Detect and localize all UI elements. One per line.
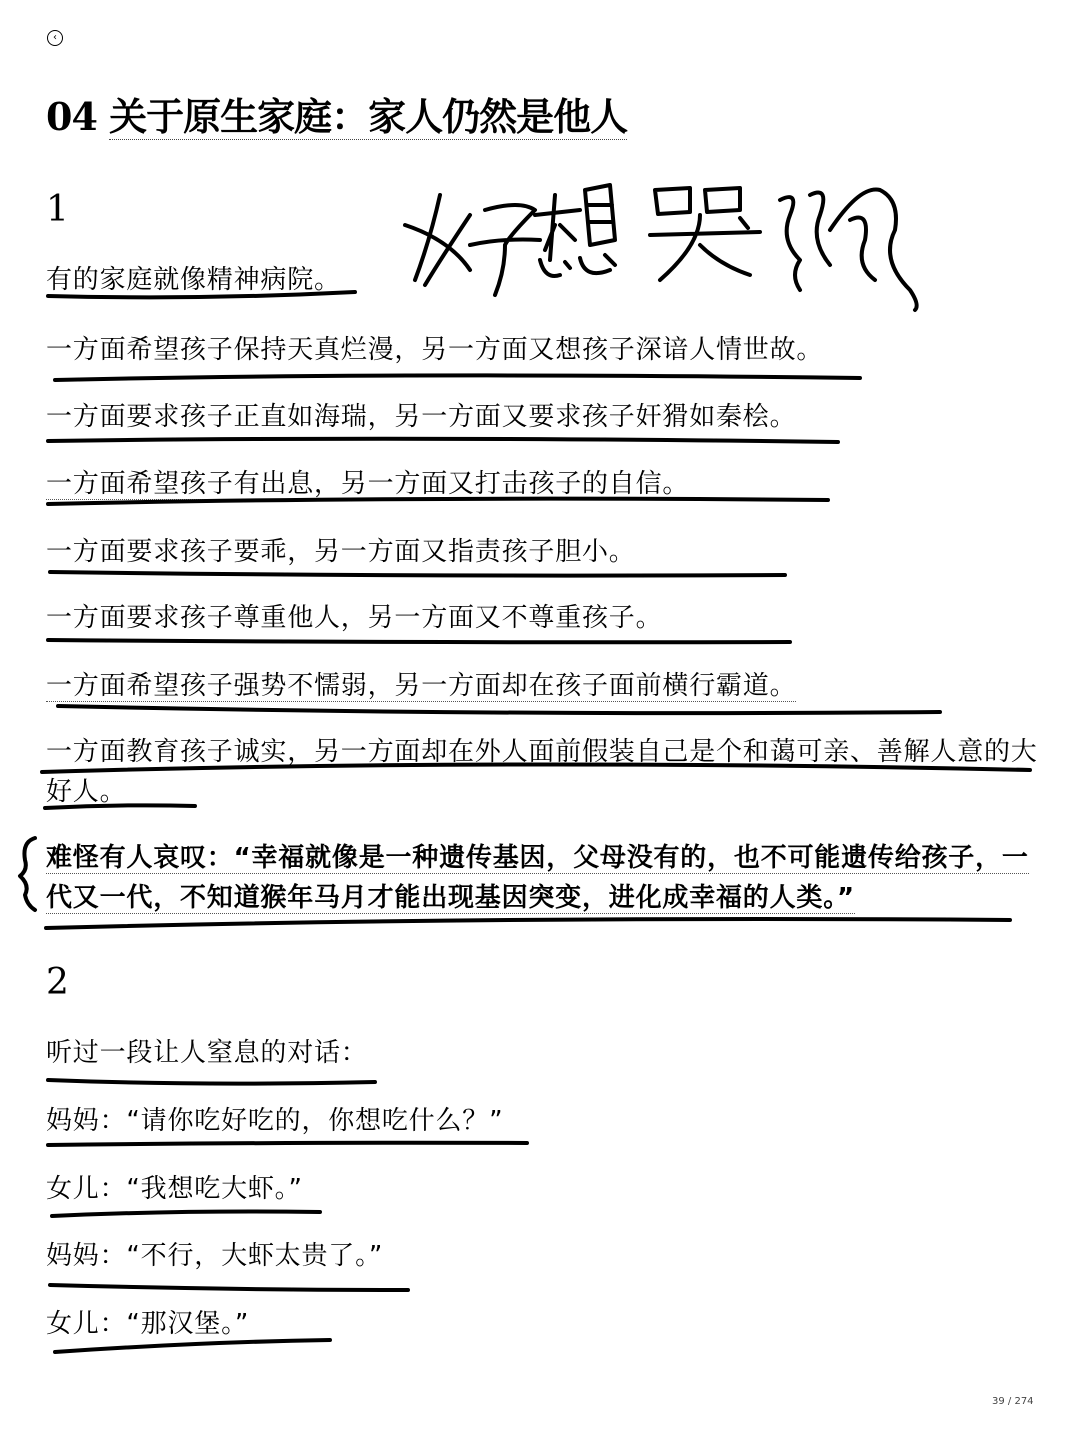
highlighted-text[interactable]: 难怪有人哀叹：“幸福就像是一种遗传基因，父母没有的，也不可能遗传给孩子，一代又一代，不知道猴年马月才能出现基因突变，进化成幸福的人类。” (46, 843, 1029, 913)
paragraph[interactable]: 女儿：“那汉堡。” (46, 1309, 250, 1339)
page-indicator: 39 / 274 (992, 1396, 1034, 1407)
highlighted-text[interactable]: 一方面希望孩子强势不懦弱，另一方面却在孩子面前横行霸道。 (46, 671, 797, 701)
paragraph[interactable]: 一方面希望孩子保持天真烂漫，另一方面又想孩子深谙人情世故。 (46, 335, 824, 365)
highlighted-text[interactable]: 一方面希望孩子有出息，另一方面又打击孩子的自信。 (46, 469, 690, 499)
paragraph[interactable]: 女儿：“我想吃大虾。” (46, 1174, 303, 1204)
paragraph[interactable]: 一方面要求孩子尊重他人，另一方面又不尊重孩子。 (46, 603, 663, 633)
paragraph[interactable]: 一方面要求孩子正直如海瑞，另一方面又要求孩子奸猾如秦桧。 (46, 402, 797, 432)
paragraph[interactable] (46, 666, 1041, 706)
chapter-title: 04 关于原生家庭：家人仍然是他人 (46, 94, 628, 139)
paragraph[interactable]: 有的家庭就像精神病院。 (46, 265, 341, 295)
chevron-left-icon: ‹ (53, 32, 57, 43)
section-number: 2 (46, 962, 69, 1003)
paragraph[interactable]: 一方面教育孩子诚实，另一方面却在外人面前假装自己是个和蔼可亲、善解人意的大好人。 (46, 737, 1038, 807)
paragraph[interactable]: 妈妈：“请你吃好吃的，你想吃什么？” (46, 1106, 504, 1136)
back-button[interactable] (47, 30, 63, 46)
paragraph[interactable]: 听过一段让人窒息的对话： (46, 1038, 368, 1068)
paragraph[interactable] (46, 464, 1041, 504)
chapter-title-text[interactable]: 关于原生家庭：家人仍然是他人 (109, 94, 628, 139)
quote-paragraph[interactable] (46, 838, 1041, 918)
paragraph[interactable]: 一方面要求孩子要乖，另一方面又指责孩子胆小。 (46, 537, 636, 567)
section-number: 1 (46, 189, 69, 230)
paragraph[interactable]: 妈妈：“不行，大虾太贵了。” (46, 1241, 384, 1271)
